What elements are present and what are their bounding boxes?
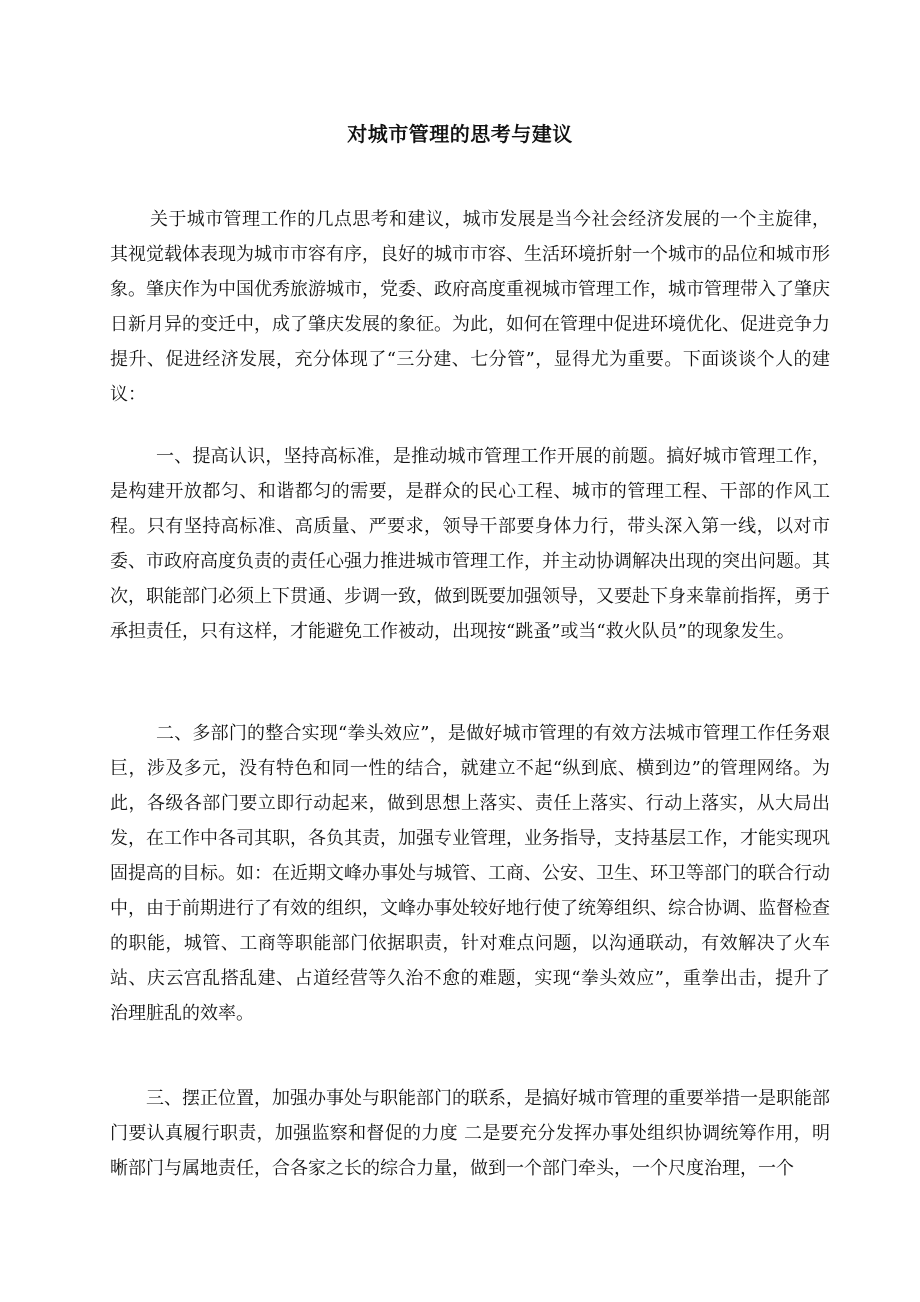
paragraph-point-one: 一、提高认识，坚持高标准，是推动城市管理工作开展的前题。搞好城市管理工作，是构建开放都匀、和谐都匀的需要，是群众的民心工程、城市的管理工程、干部的作风工程。只有坚持高标准、高质量、严要求，领导干部要身体力行，带头深入第一线，以对市委、市政府高度负责的责任心强力推进城市管理工作，并主动协调解决出现的突出问题。其次，职能部门必须上下贯通、步调一致，做到既要加强领导，又要赴下身来靠前指挥，勇于承担责任，只有这样，才能避免工作被动，出现按“跳蚤”或当“救火队员”的现象发生。	[110, 446, 830, 642]
paragraph-point-three: 三、摆正位置，加强办事处与职能部门的联系，是搞好城市管理的重要举措一是职能部门要认真履行职责，加强监察和督促的力度 二是要充分发挥办事处组织协调统筹作用，明晰部门与属地责任，合各家之长的综合力量，做到一个部门牵头，一个尺度治理，一个	[110, 1088, 830, 1179]
paragraph-point-two: 二、多部门的整合实现“拳头效应”，是做好城市管理的有效方法城市管理工作任务艰巨，涉及多元，没有特色和同一性的结合，就建立不起“纵到底、横到边”的管理网络。为此，各级各部门要立即行动起来，做到思想上落实、责任上落实、行动上落实，从大局出发，在工作中各司其职，各负其责，加强专业管理，业务指导，支持基层工作，才能实现巩固提高的目标。如：在近期文峰办事处与城管、工商、公安、卫生、环卫等部门的联合行动中，由于前期进行了有效的组织，文峰办事处较好地行使了统筹组织、综合协调、监督检查的职能，城管、工商等职能部门依据职责，针对难点问题，以沟通联动，有效解决了火车站、庆云宫乱搭乱建、占道经营等久治不愈的难题，实现“拳头效应”，重拳出击，提升了治理脏乱的效率。	[110, 723, 830, 1024]
paragraph-intro: 关于城市管理工作的几点思考和建议，城市发展是当今社会经济发展的一个主旋律，其视觉载体表现为城市市容有序，良好的城市市容、生活环境折射一个城市的品位和城市形象。肇庆作为中国优秀旅游城市，党委、政府高度重视城市管理工作，城市管理带入了肇庆日新月异的变迁中，成了肇庆发展的象征。为此，如何在管理中促进环境优化、促进竞争力提升、促进经济发展，充分体现了“三分建、七分管”，显得尤为重要。下面谈谈个人的建议：	[110, 209, 830, 405]
document-title: 对城市管理的思考与建议	[347, 122, 573, 146]
